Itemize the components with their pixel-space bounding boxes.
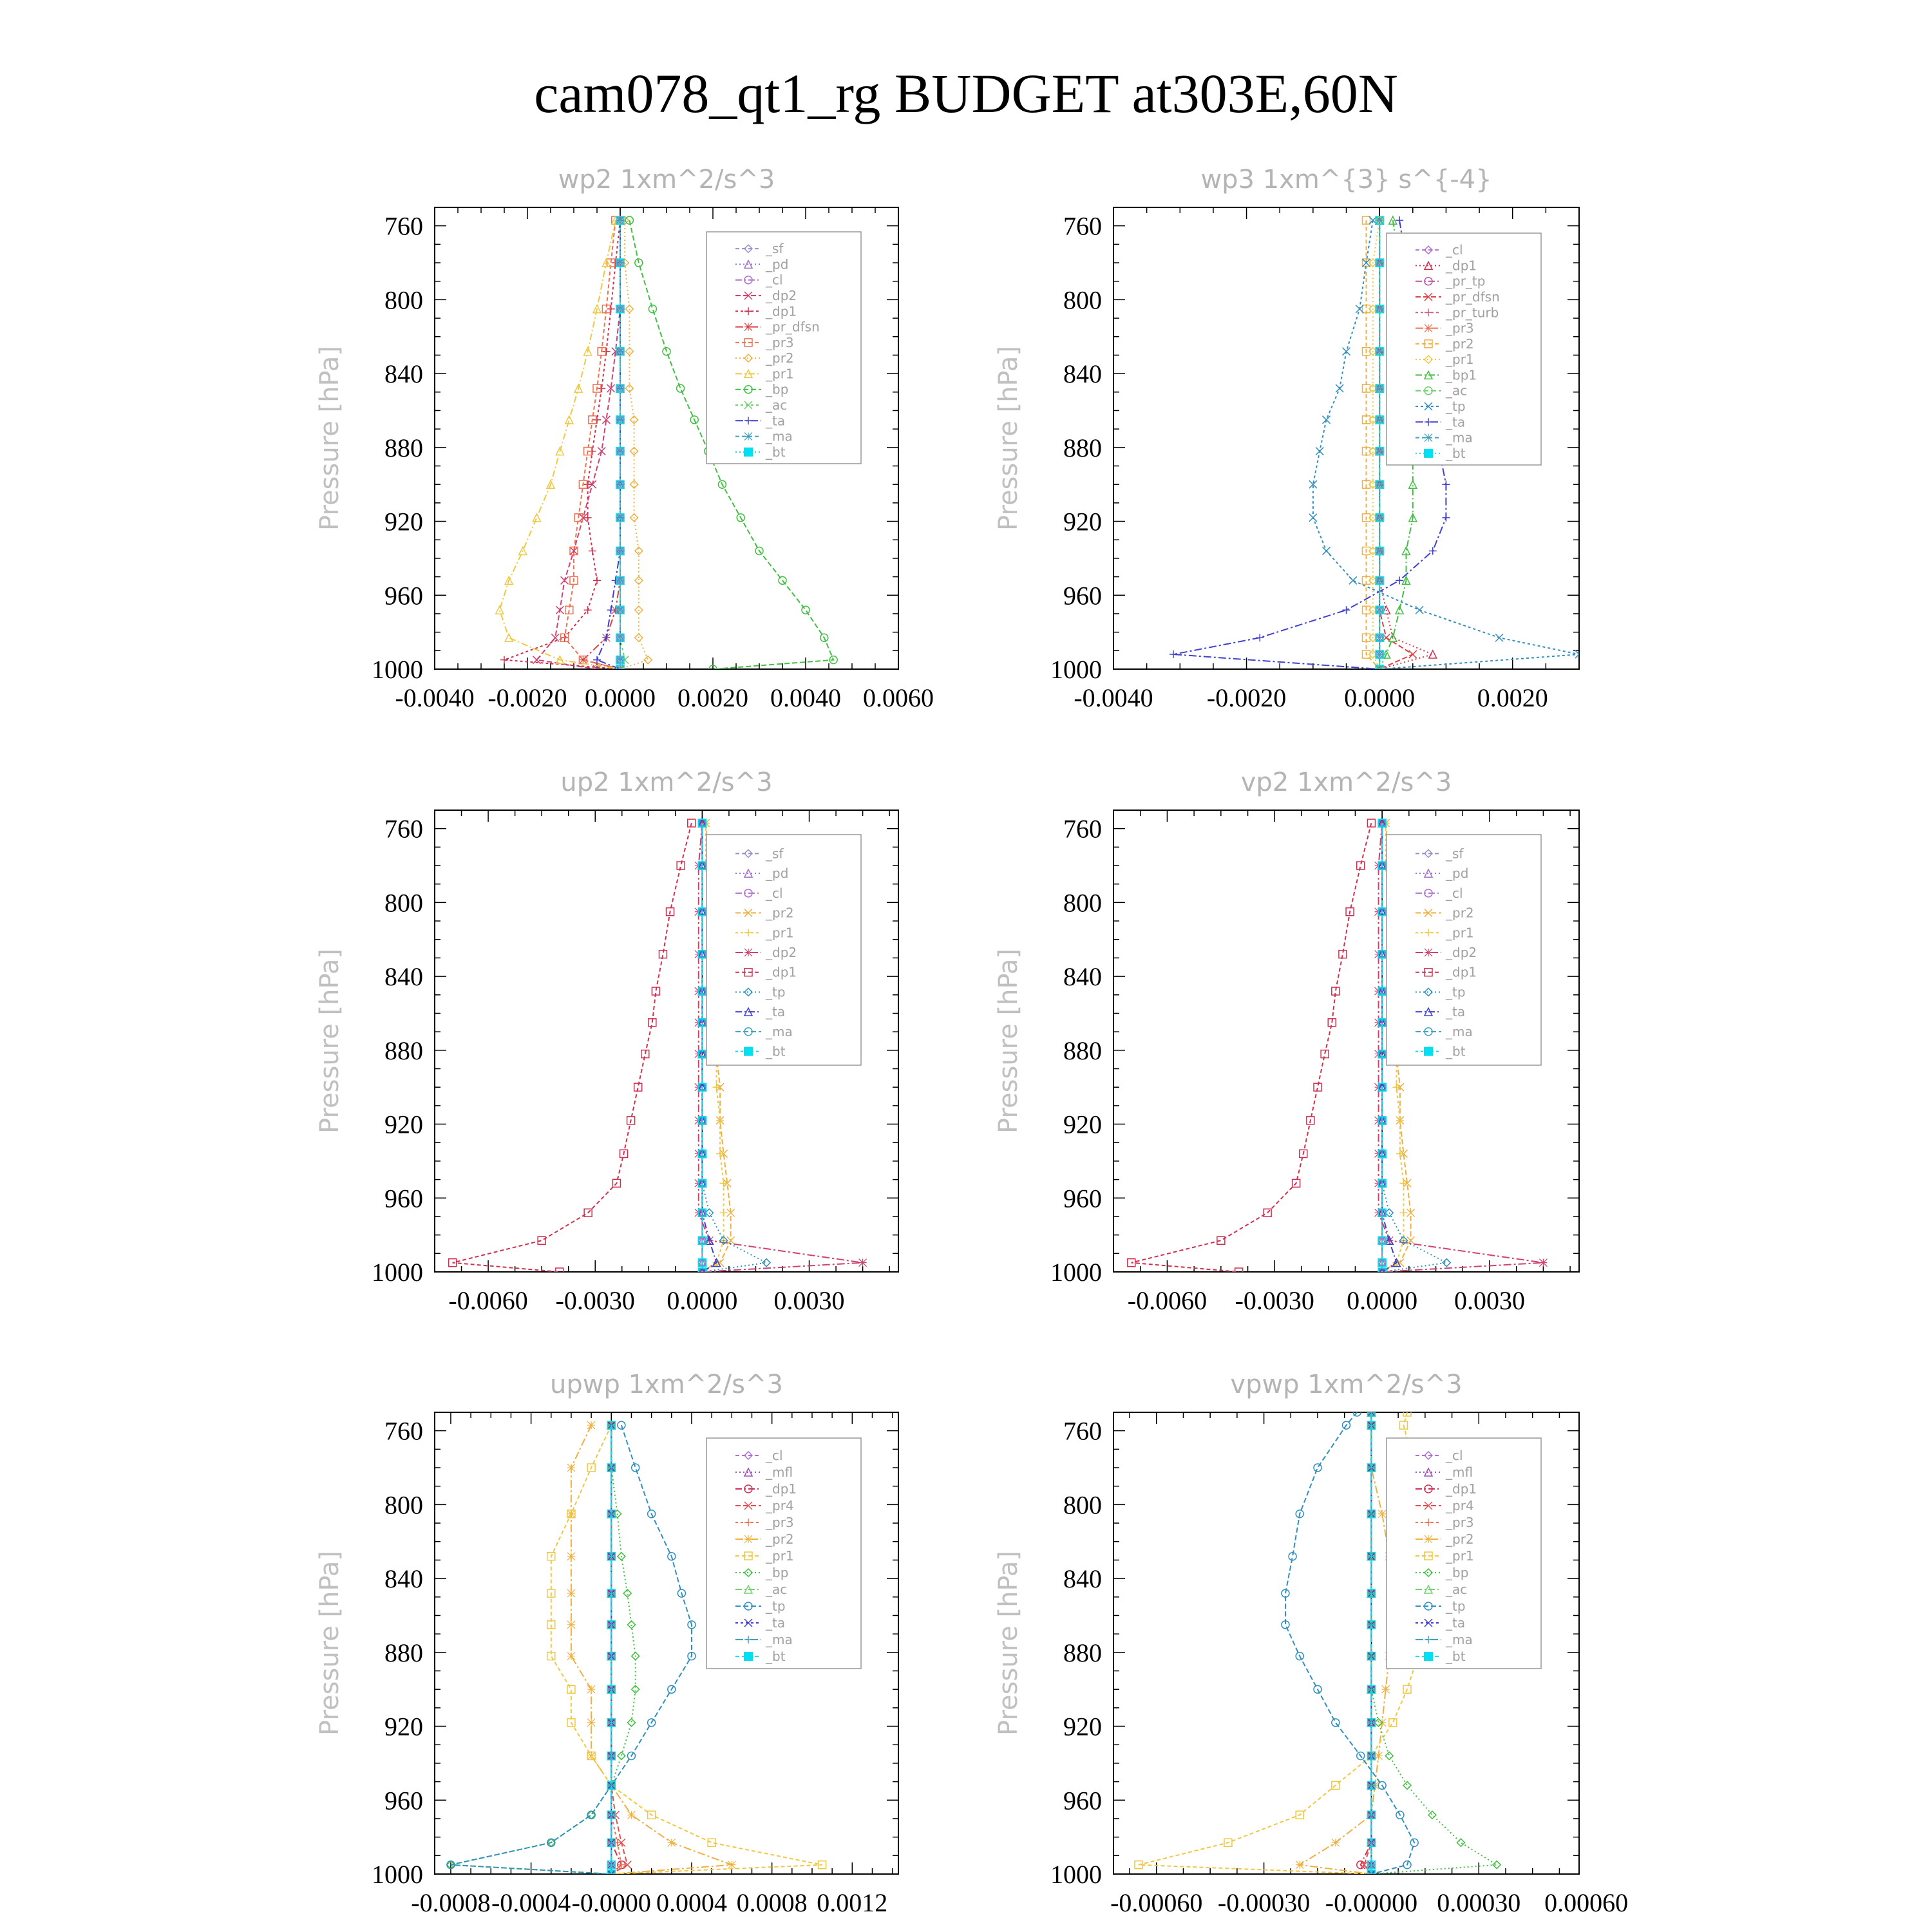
x-tick-label: 0.0040 — [770, 683, 841, 712]
data-point — [1343, 348, 1350, 355]
data-point — [720, 1209, 728, 1217]
legend-label: _pr1 — [1446, 1548, 1474, 1564]
panel-1 — [315, 165, 934, 712]
x-tick-label: 0.0000 — [667, 1286, 738, 1315]
series-pr1 — [496, 216, 624, 673]
y-tick-label: 800 — [384, 888, 423, 918]
x-tick-label: -0.0060 — [1127, 1286, 1208, 1315]
legend-label: _cl — [1446, 885, 1463, 901]
legend-marker — [1424, 1652, 1433, 1661]
legend-marker — [744, 1047, 753, 1056]
y-tick-label: 880 — [1063, 433, 1102, 462]
data-point — [1296, 1861, 1303, 1869]
legend-label: _pr_dfsn — [1446, 289, 1500, 305]
data-point — [1256, 634, 1264, 641]
legend-label: _pr3 — [1446, 320, 1474, 336]
x-tick-label: 0.0060 — [863, 683, 934, 712]
y-tick-label: 880 — [384, 1638, 423, 1667]
x-tick-label: -0.00030 — [1217, 1888, 1311, 1917]
data-point — [584, 480, 592, 488]
series-pr1 — [1369, 216, 1383, 673]
x-tick-label: 0.0030 — [1454, 1286, 1525, 1315]
series-line — [1364, 1412, 1371, 1874]
y-tick-label: 920 — [384, 1712, 423, 1741]
data-point — [802, 606, 810, 614]
panel-4 — [994, 768, 1579, 1315]
data-point — [632, 1464, 639, 1472]
y-tick-label: 760 — [384, 814, 423, 844]
legend-marker — [744, 1652, 753, 1661]
legend-label: _cl — [1446, 242, 1463, 258]
y-tick-label: 1000 — [372, 655, 423, 684]
panel-title: wp2 1xm^2/s^3 — [558, 165, 775, 194]
legend-label: _pr4 — [766, 1498, 794, 1513]
data-point — [1378, 1510, 1386, 1518]
data-point — [1332, 1839, 1340, 1846]
data-point — [1457, 1839, 1464, 1846]
y-tick-label: 840 — [1063, 359, 1102, 389]
legend-label: _dp1 — [1446, 964, 1477, 980]
y-axis-label: Pressure [hPa] — [315, 949, 345, 1133]
legend — [1387, 1438, 1541, 1669]
legend-label: _dp1 — [766, 1481, 797, 1497]
y-tick-label: 920 — [384, 1110, 423, 1139]
data-point — [618, 1752, 625, 1759]
series-line — [451, 1425, 636, 1874]
data-point — [649, 305, 656, 313]
y-tick-label: 1000 — [372, 1258, 423, 1287]
series-pr3 — [561, 216, 624, 673]
legend-label: _dp1 — [1446, 258, 1477, 274]
legend-label: _tp — [1446, 399, 1466, 414]
legend-label: _pr2 — [1446, 1531, 1474, 1547]
legend-label: _tp — [766, 984, 786, 1000]
data-point — [1375, 1752, 1383, 1759]
legend-label: _cl — [766, 885, 783, 901]
data-point — [1409, 650, 1417, 658]
legend-marker — [744, 949, 752, 956]
panel-5 — [315, 1370, 898, 1917]
y-tick-label: 960 — [1063, 581, 1102, 611]
legend-label: _dp2 — [1446, 945, 1477, 960]
series-line — [1373, 220, 1379, 669]
data-point — [1403, 1781, 1411, 1789]
panel-2 — [994, 165, 1583, 712]
x-tick-label: -0.0040 — [1074, 683, 1153, 712]
legend-label: _pr_turb — [1446, 305, 1499, 321]
legend-label: _pr1 — [766, 1548, 794, 1564]
x-tick-label: 0.0004 — [656, 1888, 727, 1917]
y-tick-label: 800 — [1063, 1490, 1102, 1520]
data-point — [1428, 1811, 1436, 1819]
data-point — [1382, 1685, 1390, 1693]
x-tick-label: -0.0000 — [571, 1888, 651, 1917]
figure-title: cam078_qt1_rg BUDGET at303E,60N — [534, 62, 1398, 124]
y-tick-label: 960 — [384, 581, 423, 611]
x-tick-label: 0.0020 — [677, 683, 748, 712]
x-tick-label: -0.0030 — [555, 1286, 635, 1315]
series-line — [620, 220, 625, 669]
data-point — [1443, 1259, 1450, 1267]
legend-label: _ma — [1446, 430, 1473, 446]
y-tick-label: 920 — [1063, 1712, 1102, 1741]
legend-label: _ma — [766, 1023, 793, 1039]
y-tick-label: 840 — [1063, 1564, 1102, 1594]
series-pr4 — [1360, 1408, 1375, 1878]
x-tick-label: -0.00060 — [1110, 1888, 1203, 1917]
series-dp2 — [533, 216, 624, 673]
y-tick-label: 800 — [1063, 888, 1102, 918]
data-point — [598, 384, 605, 392]
data-point — [627, 1811, 635, 1819]
legend-label: _sf — [766, 846, 784, 862]
x-tick-label: 0.0020 — [1477, 683, 1548, 712]
data-point — [1385, 1752, 1393, 1759]
legend-label: _ta — [766, 1615, 786, 1631]
y-tick-label: 800 — [1063, 285, 1102, 315]
y-tick-label: 920 — [1063, 1110, 1102, 1139]
legend — [706, 232, 861, 464]
y-axis-label: Pressure [hPa] — [315, 1551, 345, 1736]
legend-label: _ac — [766, 397, 788, 413]
y-tick-label: 880 — [1063, 1638, 1102, 1667]
legend-label: _ta — [766, 413, 786, 429]
x-tick-label: -0.0030 — [1235, 1286, 1314, 1315]
legend-label: _pr3 — [766, 1515, 794, 1530]
data-point — [1367, 819, 1375, 827]
legend-label: _dp1 — [766, 303, 797, 319]
data-point — [567, 1553, 575, 1560]
legend-label: _bt — [1446, 445, 1466, 461]
legend-label: _bp — [766, 381, 789, 397]
legend-label: _pr4 — [1446, 1498, 1474, 1513]
data-point — [1336, 384, 1343, 392]
data-point — [561, 576, 569, 584]
data-point — [565, 416, 573, 424]
legend-label: _pr3 — [1446, 1515, 1474, 1530]
series-line — [611, 1425, 621, 1874]
y-tick-label: 840 — [384, 962, 423, 992]
y-tick-label: 960 — [1063, 1184, 1102, 1213]
data-point — [728, 1861, 735, 1869]
legend-label: _pr1 — [766, 366, 794, 382]
panel-3 — [315, 768, 898, 1315]
data-point — [618, 1421, 625, 1429]
panel-title: wp3 1xm^{3} s^{-4} — [1200, 165, 1492, 194]
data-point — [567, 1621, 575, 1629]
x-tick-label: 0.0000 — [1347, 1286, 1418, 1315]
y-tick-label: 840 — [384, 359, 423, 389]
legend-label: _pr2 — [1446, 905, 1474, 921]
series-line — [453, 823, 692, 1272]
y-tick-label: 960 — [384, 1184, 423, 1213]
legend — [706, 835, 861, 1065]
x-tick-label: -0.0040 — [395, 683, 475, 712]
legend-label: _ac — [1446, 383, 1468, 399]
data-point — [616, 216, 624, 224]
data-point — [1399, 1209, 1407, 1217]
series-line — [611, 1425, 627, 1874]
series-pr2 — [1296, 1408, 1397, 1878]
data-point — [607, 305, 615, 313]
data-point — [589, 547, 596, 554]
series-pr2 — [616, 216, 652, 673]
legend — [1387, 233, 1541, 465]
legend-label: _cl — [766, 272, 783, 288]
data-point — [1309, 514, 1317, 522]
data-point — [587, 1421, 595, 1429]
y-tick-label: 880 — [1063, 1036, 1102, 1065]
series-line — [1132, 823, 1372, 1272]
legend-label: _bp1 — [1446, 367, 1477, 383]
y-axis-label: Pressure [hPa] — [315, 346, 345, 531]
legend-label: _ta — [1446, 1615, 1466, 1631]
y-tick-label: 840 — [384, 1564, 423, 1594]
legend-label: _tp — [1446, 1598, 1466, 1614]
legend-marker — [1424, 449, 1433, 458]
panel-title: up2 1xm^2/s^3 — [560, 768, 773, 797]
legend-label: _pr_dfsn — [766, 319, 820, 335]
x-tick-label: 0.0000 — [1344, 683, 1416, 712]
legend-label: _bt — [1446, 1649, 1466, 1664]
data-point — [1343, 606, 1350, 614]
legend-label: _cl — [1446, 1448, 1463, 1463]
data-point — [505, 634, 513, 641]
legend-label: _ta — [1446, 1004, 1466, 1020]
x-tick-label: -0.0008 — [411, 1888, 491, 1917]
x-tick-label: 0.00060 — [1544, 1888, 1629, 1917]
legend-label: _pd — [1446, 866, 1469, 882]
x-tick-label: -0.0020 — [488, 683, 567, 712]
legend-marker — [1425, 434, 1432, 442]
legend-marker — [744, 1535, 752, 1543]
legend — [706, 1438, 861, 1669]
x-tick-label: -0.00000 — [1325, 1888, 1418, 1917]
panel-6 — [994, 1370, 1628, 1917]
y-axis-label: Pressure [hPa] — [994, 1551, 1023, 1736]
data-point — [1442, 514, 1450, 522]
y-tick-label: 960 — [384, 1786, 423, 1815]
y-tick-label: 760 — [384, 1416, 423, 1446]
legend-label: _bt — [766, 1649, 786, 1664]
legend-marker — [1425, 325, 1432, 332]
legend-marker — [744, 323, 752, 331]
data-point — [1349, 576, 1357, 584]
data-point — [496, 606, 504, 614]
series-dp1 — [1357, 1408, 1376, 1878]
data-point — [1316, 448, 1323, 455]
legend — [1387, 835, 1541, 1065]
legend-label: _sf — [1446, 846, 1464, 862]
data-point — [1429, 650, 1437, 658]
legend-label: _pd — [766, 866, 789, 882]
legend-marker — [1425, 1535, 1432, 1543]
legend-marker — [1425, 949, 1432, 956]
panel-title: vpwp 1xm^2/s^3 — [1230, 1370, 1463, 1399]
data-point — [668, 1839, 676, 1846]
data-point — [1416, 606, 1423, 614]
x-tick-label: -0.0060 — [448, 1286, 528, 1315]
y-axis-label: Pressure [hPa] — [994, 346, 1023, 531]
x-tick-label: 0.0030 — [773, 1286, 845, 1315]
legend-label: _bp — [766, 1565, 789, 1580]
legend-label: _dp2 — [766, 288, 797, 303]
series-line — [536, 220, 620, 669]
y-tick-label: 1000 — [1050, 1258, 1102, 1287]
legend-marker — [1424, 1047, 1433, 1056]
series-dp1 — [500, 216, 624, 673]
y-tick-label: 1000 — [1050, 655, 1102, 684]
data-point — [1493, 1861, 1501, 1869]
data-point — [644, 656, 652, 664]
series-dp1 — [1128, 819, 1376, 1276]
legend-label: _ac — [1446, 1582, 1468, 1597]
y-tick-label: 800 — [384, 1490, 423, 1520]
legend-label: _dp1 — [766, 964, 797, 980]
legend-label: _bp — [1446, 1565, 1469, 1580]
data-point — [1323, 547, 1331, 554]
data-point — [567, 1653, 575, 1660]
legend-marker — [744, 448, 753, 457]
series-line — [611, 1425, 621, 1874]
legend-label: _ma — [1446, 1632, 1473, 1647]
y-tick-label: 800 — [384, 285, 423, 315]
data-point — [1396, 216, 1403, 224]
y-tick-label: 760 — [1063, 1416, 1102, 1446]
data-point — [1170, 650, 1177, 658]
legend-label: _pr2 — [1446, 336, 1474, 352]
series-ac — [616, 216, 629, 673]
series-dp1 — [449, 819, 696, 1276]
y-tick-label: 960 — [1063, 1786, 1102, 1815]
panel-title: vp2 1xm^2/s^3 — [1240, 768, 1452, 797]
legend-marker — [744, 433, 752, 440]
y-tick-label: 880 — [384, 1036, 423, 1065]
legend-label: _bt — [766, 444, 786, 460]
legend-label: _pr3 — [766, 334, 794, 350]
legend-label: _pr2 — [766, 905, 794, 921]
series-bp — [447, 1421, 639, 1878]
data-point — [1376, 216, 1383, 224]
panel-title: upwp 1xm^2/s^3 — [550, 1370, 783, 1399]
legend-label: _mfl — [766, 1464, 793, 1480]
data-point — [1332, 1719, 1340, 1727]
legend-label: _pr2 — [766, 1531, 794, 1547]
data-point — [598, 448, 605, 455]
legend-label: _pr2 — [766, 350, 794, 366]
legend-label: _bt — [1446, 1043, 1466, 1059]
legend-label: _tp — [1446, 984, 1466, 1000]
y-tick-label: 760 — [1063, 814, 1102, 844]
data-point — [587, 1811, 595, 1819]
data-point — [1442, 480, 1450, 488]
legend-label: _bt — [766, 1043, 786, 1059]
x-tick-label: -0.0020 — [1206, 683, 1287, 712]
y-tick-label: 760 — [384, 211, 423, 241]
legend-label: _pr1 — [766, 925, 794, 941]
data-point — [1495, 634, 1503, 641]
data-point — [587, 1685, 595, 1693]
series-line — [1300, 1412, 1393, 1874]
y-tick-label: 840 — [1063, 962, 1102, 992]
legend-label: _ac — [766, 1582, 788, 1597]
legend-label: _dp2 — [766, 945, 797, 960]
data-point — [607, 606, 615, 614]
legend-label: _pd — [766, 256, 789, 272]
legend-label: _ma — [766, 428, 793, 444]
y-tick-label: 920 — [384, 507, 423, 536]
legend-label: _ma — [1446, 1023, 1473, 1039]
y-tick-label: 760 — [1063, 211, 1102, 241]
data-point — [587, 1719, 595, 1727]
y-tick-label: 880 — [384, 433, 423, 462]
y-tick-label: 1000 — [1050, 1860, 1102, 1889]
legend-label: _pr1 — [1446, 925, 1474, 941]
x-tick-label: -0.0004 — [491, 1888, 571, 1917]
legend-label: _sf — [766, 241, 784, 257]
data-point — [1539, 1259, 1547, 1267]
data-point — [627, 1719, 635, 1727]
legend-label: _pr_tp — [1446, 273, 1486, 289]
data-point — [533, 514, 540, 522]
data-point — [584, 514, 592, 522]
data-point — [500, 656, 508, 664]
legend-label: _pr1 — [1446, 352, 1474, 368]
data-point — [1389, 1719, 1397, 1727]
legend-label: _cl — [766, 1448, 783, 1463]
data-point — [567, 1464, 575, 1472]
y-tick-label: 920 — [1063, 507, 1102, 536]
x-tick-label: 0.00030 — [1437, 1888, 1521, 1917]
x-tick-label: 0.0000 — [585, 683, 656, 712]
legend-label: _ta — [766, 1004, 786, 1020]
y-tick-label: 1000 — [372, 1860, 423, 1889]
legend-label: _ma — [766, 1632, 793, 1647]
series-pr3 — [607, 1421, 625, 1878]
legend-label: _mfl — [1446, 1464, 1473, 1480]
legend-label: _dp1 — [1446, 1481, 1477, 1497]
x-tick-label: 0.0008 — [736, 1888, 808, 1917]
series-line — [620, 220, 648, 669]
data-point — [1314, 1464, 1321, 1472]
data-point — [677, 384, 685, 392]
y-axis-label: Pressure [hPa] — [994, 949, 1023, 1133]
x-tick-label: 0.0012 — [817, 1888, 888, 1917]
series-dp1 — [607, 1421, 625, 1878]
data-point — [1392, 1083, 1400, 1091]
data-point — [593, 576, 601, 584]
legend-label: _ta — [1446, 414, 1466, 430]
series-line — [1361, 1412, 1372, 1874]
legend-label: _tp — [766, 1598, 786, 1614]
data-point — [567, 1589, 575, 1597]
data-point — [602, 348, 610, 355]
data-point — [859, 1259, 867, 1267]
data-point — [589, 448, 596, 455]
data-point — [713, 1083, 721, 1091]
data-point — [593, 416, 601, 424]
